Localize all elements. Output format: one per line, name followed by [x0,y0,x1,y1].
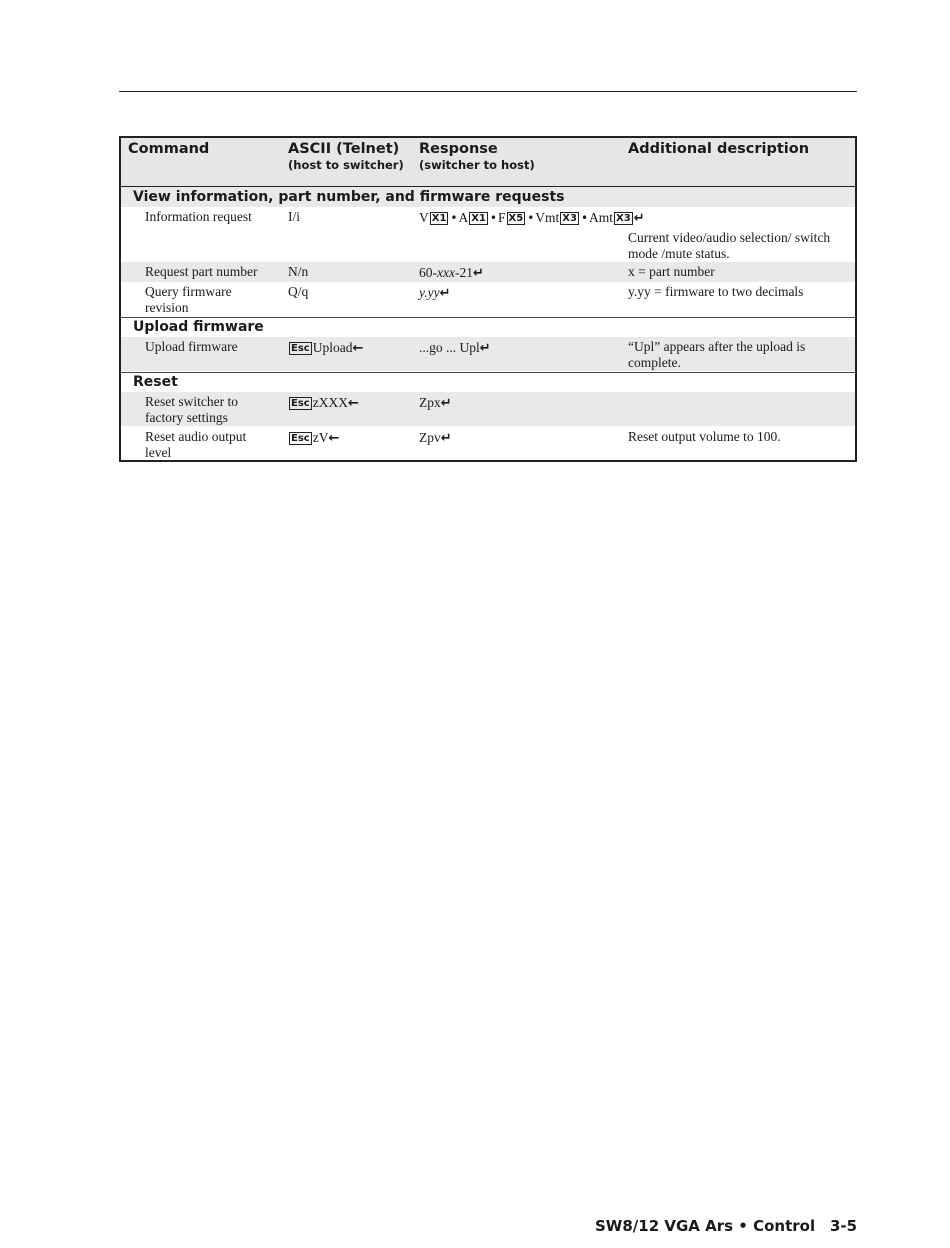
cmd-line: revision [145,300,189,315]
ascii-reset-factory [288,395,359,412]
cmd-line: Reset switcher to [145,394,238,409]
bullet-icon: • [489,211,497,225]
desc-query-firmware: y.yy = firmware to two decimals [628,284,804,299]
cmd-request-part-number: Request part number [145,264,258,279]
section-view-title: View information, part number, and firmware requests [133,189,565,205]
left-arrow-icon: ← [347,396,359,411]
cmd-reset-audio [145,429,246,461]
bullet-icon: • [580,211,589,225]
x1-key: X1 [471,213,486,224]
top-rule [119,91,857,92]
resp-text: ...go ... Upl [419,340,480,355]
resp-variable: xxx [437,265,455,280]
ascii-reset-audio [288,430,339,447]
x3-key: X3 [562,213,577,224]
cmd-information-request: Information request [145,209,252,224]
resp-text: Amt [589,210,614,225]
command-table [119,136,857,462]
resp-text: 60- [419,265,437,280]
enter-icon: ↵ [440,431,452,446]
desc-upload-firmware: “Upl” appears after the upload is complete. [628,339,806,370]
left-arrow-icon: ← [352,341,364,356]
enter-icon: ↵ [633,211,645,226]
header-description: Additional description [628,141,810,157]
ascii-text: Upload [312,340,353,355]
ascii-text: zV [312,430,329,445]
section-divider [121,317,855,318]
ascii-request-part-number: N/n [288,264,309,279]
enter-icon: ↵ [479,341,491,356]
cmd-line: Reset audio output [145,429,247,444]
response-query-firmware [419,285,451,302]
response-request-part-number [419,265,484,282]
resp-text: F [498,210,506,225]
ascii-query-firmware: Q/q [288,284,309,299]
left-arrow-icon: ← [328,431,340,446]
esc-key: Esc [291,398,310,409]
ascii-upload-firmware [288,340,363,357]
ascii-information-request: I/i [288,209,300,224]
header-ascii-sub: (host to switcher) [288,158,404,172]
section-divider [121,372,855,373]
response-upload-firmware [419,340,491,357]
ascii-text: zXXX [312,395,348,410]
x1-key: X1 [431,213,447,224]
cmd-line: level [145,445,172,460]
bullet-icon: • [450,211,458,225]
resp-text: Zpv [419,430,441,445]
cmd-upload-firmware: Upload firmware [145,339,238,354]
desc-request-part-number: x = part number [628,264,715,279]
header-response: Response [419,141,498,157]
cmd-query-firmware [145,284,232,316]
resp-text: Vmt [535,210,560,225]
header-response-sub: (switcher to host) [419,158,535,172]
esc-key: Esc [291,433,310,444]
table-header [121,138,855,187]
enter-icon: ↵ [472,266,484,281]
esc-key: Esc [291,343,310,354]
resp-variable: y.yy [419,285,440,300]
bullet-icon: • [527,211,535,225]
cmd-line: factory settings [145,410,228,425]
response-reset-audio [419,430,452,447]
section-upload-title: Upload firmware [133,319,264,335]
response-information-request [419,210,645,227]
resp-text: Zpx [419,395,441,410]
cmd-reset-factory [145,394,238,426]
footer-title: SW8/12 VGA Ars • Control [595,1217,816,1235]
x3-key: X3 [616,213,631,224]
x5-key: X5 [508,213,524,224]
cmd-line: Query firmware [145,284,232,299]
enter-icon: ↵ [440,396,452,411]
enter-icon: ↵ [439,286,451,301]
desc-information-request: Current video/audio selection/ switch mode /mute status. [628,230,831,261]
resp-text: -21 [454,265,473,280]
section-reset-title: Reset [133,374,178,390]
response-reset-factory [419,395,452,412]
footer-page-number: 3-5 [830,1217,858,1235]
desc-reset-audio: Reset output volume to 100. [628,429,781,444]
header-ascii: ASCII (Telnet) [288,141,400,157]
resp-text: A [458,210,469,225]
header-command: Command [128,141,210,157]
resp-text: V [419,210,429,225]
